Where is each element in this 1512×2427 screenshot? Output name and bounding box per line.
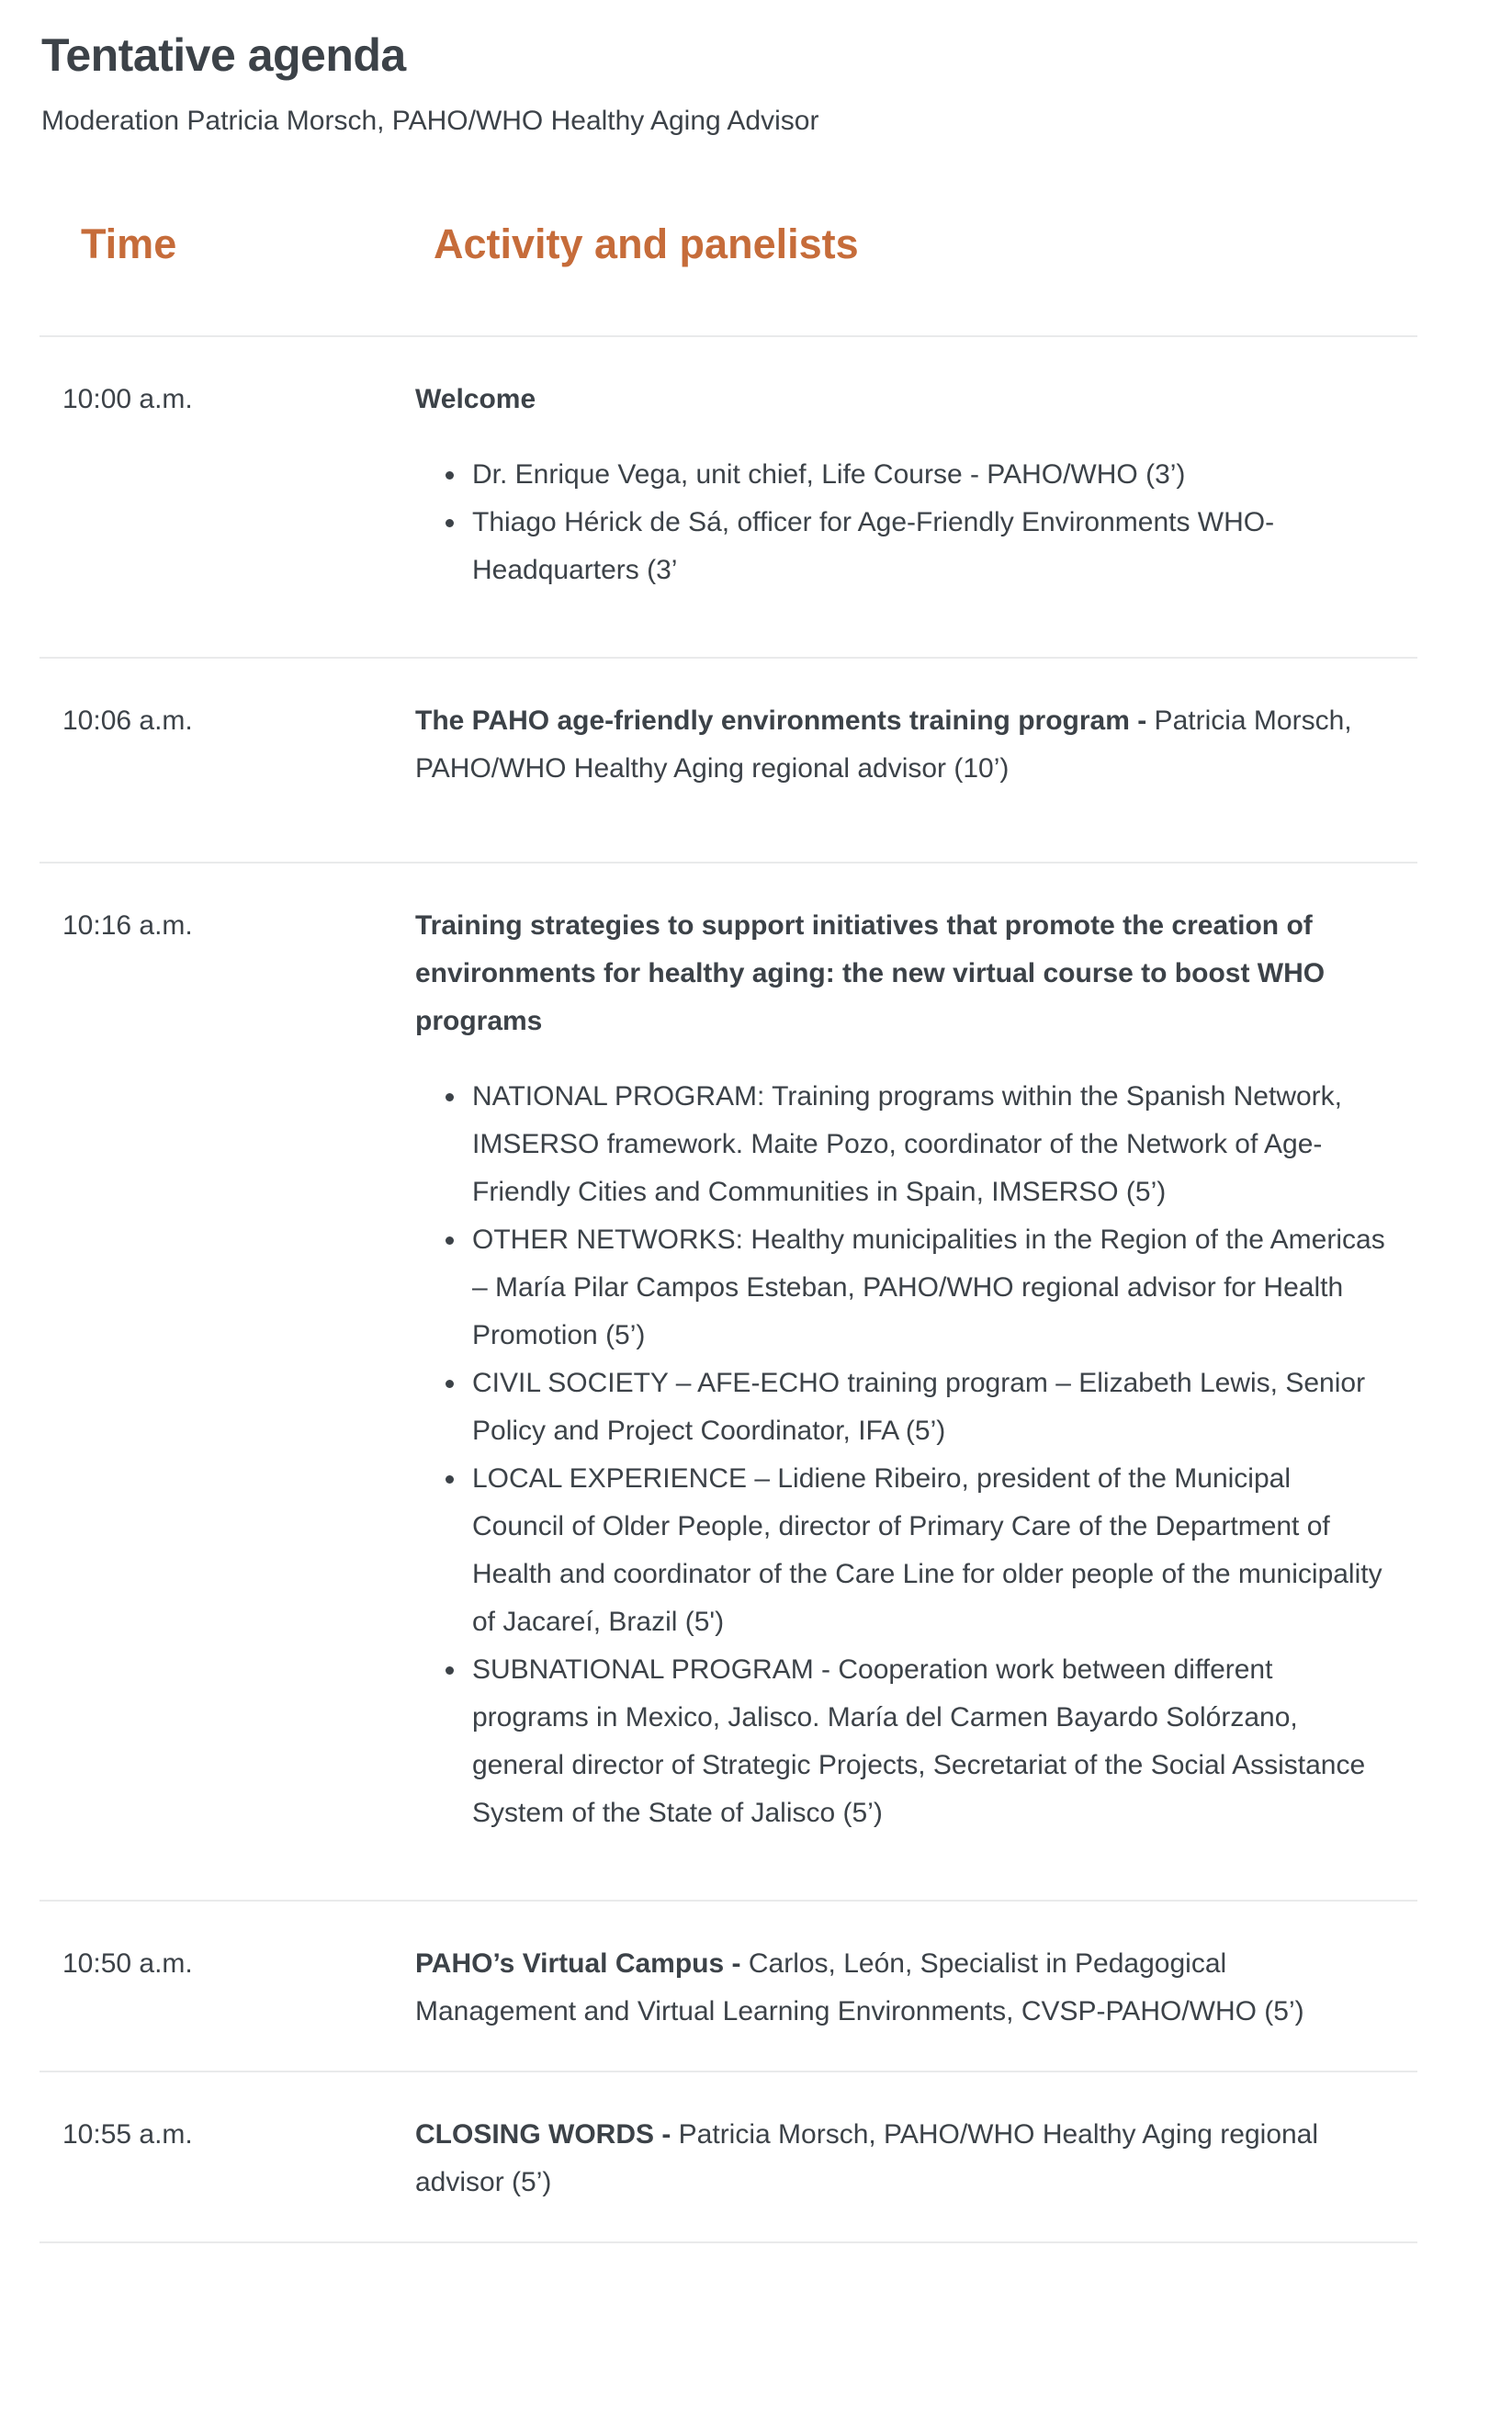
agenda-row	[39, 2071, 1417, 2242]
time-cell: 10:50 a.m.	[39, 1901, 392, 2071]
activity-title-bold: Welcome	[415, 384, 536, 414]
agenda-row	[39, 1901, 1417, 2071]
agenda-row	[39, 658, 1417, 863]
panelist-item: • OTHER NETWORKS: Healthy municipalities in the Region of the Americas – María Pilar Campos Esteban, PAHO/WHO regional advisor for Health Promotion (5’)	[468, 1216, 1390, 1360]
panelist-item: • CIVIL SOCIETY – AFE-ECHO training program – Elizabeth Lewis, Senior Policy and Project Coordinator, IFA (5’)	[468, 1360, 1390, 1455]
activity-title-bold: CLOSING WORDS -	[415, 2119, 671, 2150]
time-cell: 10:55 a.m.	[39, 2071, 392, 2242]
time-cell: 10:16 a.m.	[39, 863, 392, 1901]
panelist-item: • LOCAL EXPERIENCE – Lidiene Ribeiro, president of the Municipal Council of Older People, director of Primary Care of the Department of Health and coordinator of the Care Line for older people of the municipality of Jacareí, Brazil (5')	[468, 1455, 1390, 1646]
activity-title-rest: Carlos, León, Specialist in Pedagogical Management and Virtual Learning Environments, CVSP-PAHO/WHO (5’)	[415, 1948, 1304, 2026]
panelist-item: • NATIONAL PROGRAM: Training programs within the Spanish Network, IMSERSO framework. Maite Pozo, coordinator of the Network of Age-Friendly Cities and Communities in Spain, IMSERSO (5’)	[468, 1073, 1390, 1216]
agenda-table	[39, 145, 1417, 2243]
activity-column-header: Activity and panelists	[392, 145, 1417, 336]
activity-cell	[392, 2071, 1417, 2242]
time-cell: 10:06 a.m.	[39, 658, 392, 863]
activity-title-rest: Patricia Morsch, PAHO/WHO Healthy Aging regional advisor (10’)	[415, 706, 1352, 784]
activity-title-bold: PAHO’s Virtual Campus -	[415, 1948, 741, 1979]
activity-title	[415, 902, 1390, 1045]
activity-cell	[392, 658, 1417, 863]
panelist-item: • SUBNATIONAL PROGRAM - Cooperation work between different programs in Mexico, Jalisco. María del Carmen Bayardo Solórzano, general director of Strategic Projects, Secretariat of the Social Assistance System of the State of Jalisco (5’)	[468, 1646, 1390, 1837]
agenda-row	[39, 336, 1417, 658]
page-subtitle: Moderation Patricia Morsch, PAHO/WHO Healthy Aging Advisor	[41, 106, 819, 136]
time-column-header: Time	[39, 145, 392, 336]
time-cell: 10:00 a.m.	[39, 336, 392, 658]
panelist-list	[415, 1073, 1390, 1837]
agenda-row	[39, 863, 1417, 1901]
activity-cell	[392, 336, 1417, 658]
panelist-item: • Dr. Enrique Vega, unit chief, Life Course - PAHO/WHO (3’)	[468, 451, 1390, 499]
activity-title	[415, 1940, 1390, 2036]
activity-title-bold: The PAHO age-friendly environments training program -	[415, 706, 1147, 736]
activity-cell	[392, 863, 1417, 1901]
activity-title	[415, 2111, 1390, 2207]
panelist-list	[415, 451, 1390, 594]
panelist-item: • Thiago Hérick de Sá, officer for Age-Friendly Environments WHO-Headquarters (3’	[468, 499, 1390, 594]
agenda-header-row	[39, 145, 1417, 336]
activity-title	[415, 697, 1390, 793]
activity-title	[415, 376, 1390, 423]
activity-cell	[392, 1901, 1417, 2071]
activity-title-bold: Training strategies to support initiatives that promote the creation of environments for healthy aging: the new virtual course to boost WHO programs	[415, 910, 1326, 1036]
activity-title-rest: Patricia Morsch, PAHO/WHO Healthy Aging regional advisor (5’)	[415, 2119, 1319, 2197]
page-title: Tentative agenda	[41, 29, 406, 81]
